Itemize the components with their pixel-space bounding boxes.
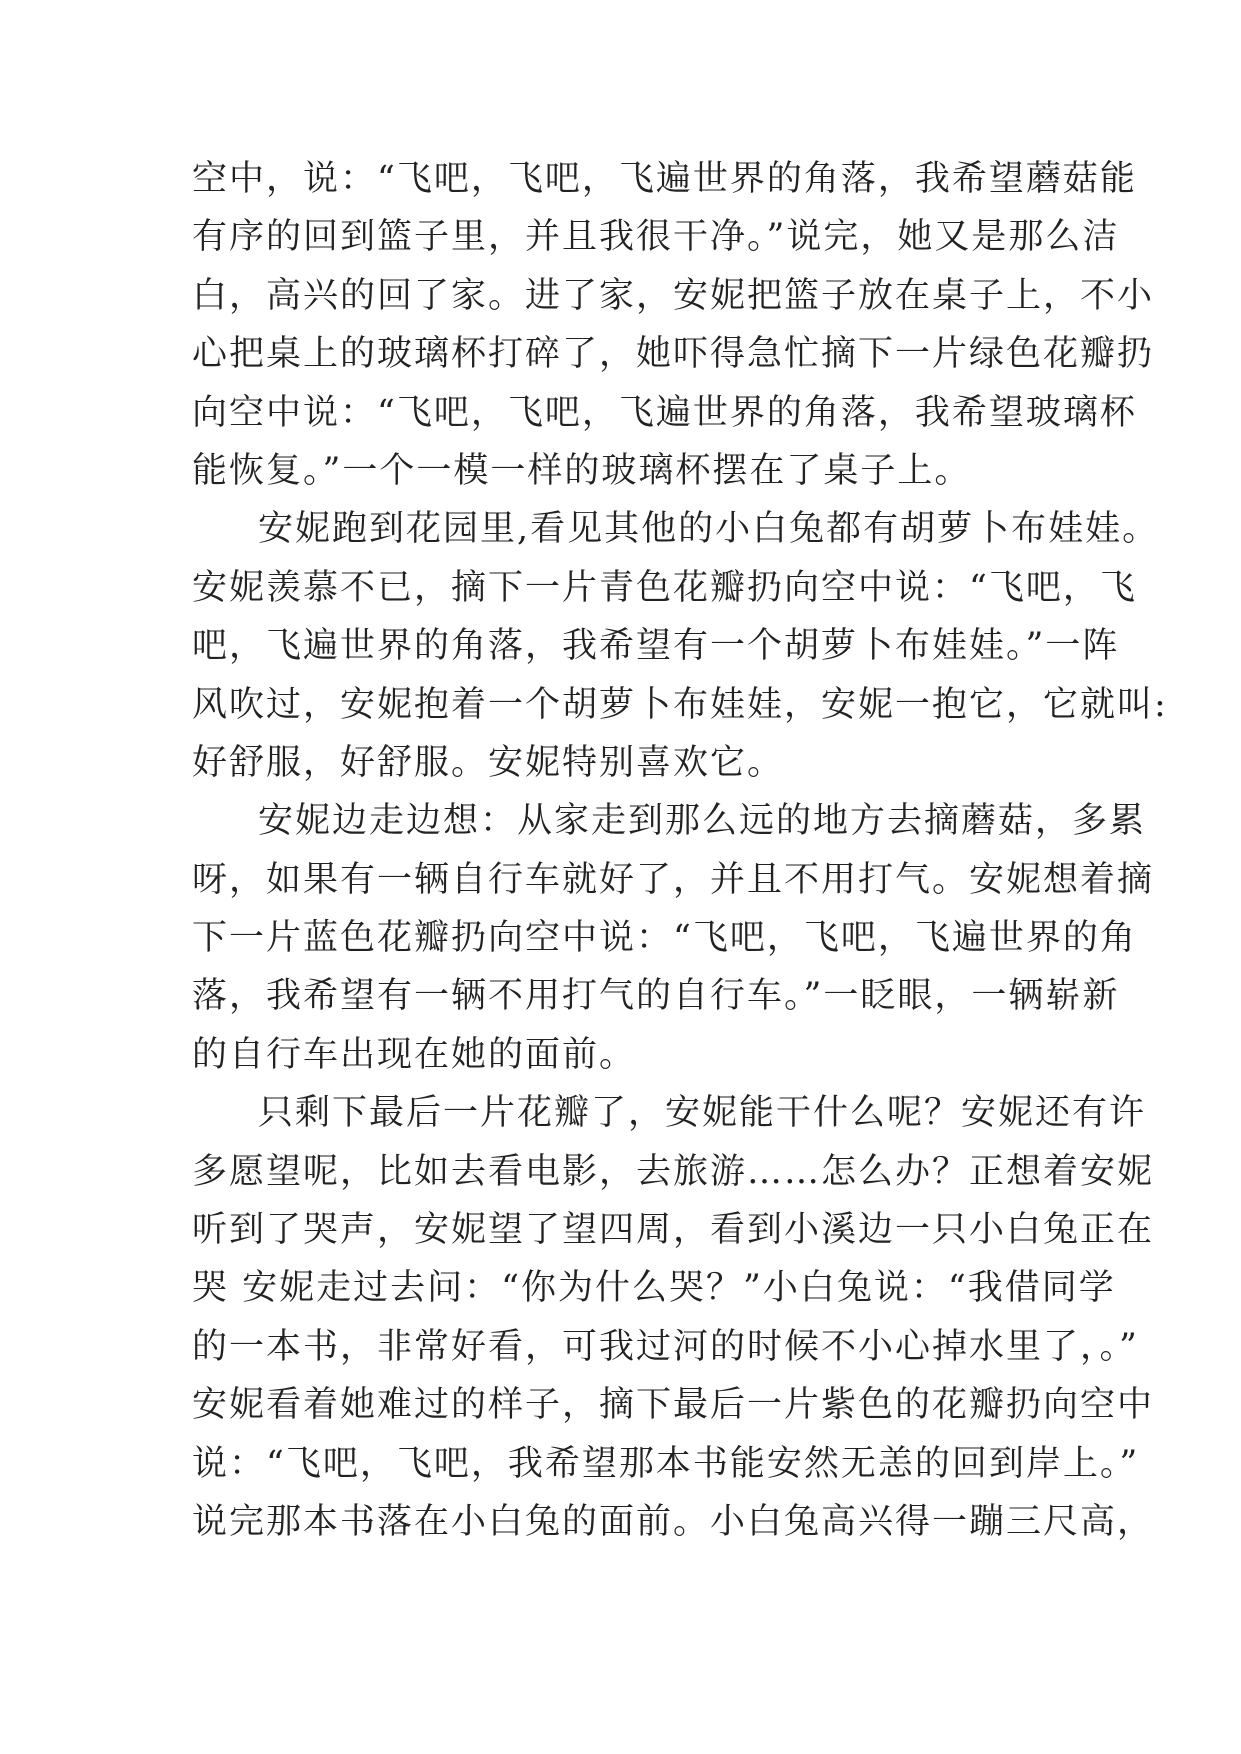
text-line: 落，我希望有一辆不用打气的自行车。”一眨眼，一辆崭新: [192, 976, 1120, 1017]
text-line: 有序的回到篮子里，并且我很干净。”说完，她又是那么洁: [192, 217, 1120, 258]
text-line: 好舒服，好舒服。安妮特别喜欢它。: [192, 742, 785, 783]
text-line: 心把桌上的玻璃杯打碎了，她吓得急忙摘下一片绿色花瓣扔: [192, 334, 1155, 375]
body-text: [192, 150, 1168, 1551]
text-line: 能恢复。”一个一模一样的玻璃杯摆在了桌子上。: [192, 450, 972, 491]
text-line: 安妮看着她难过的样子，摘下最后一片紫色的花瓣扔向空中: [192, 1385, 1155, 1426]
paragraph-first-line: 只剩下最后一片花瓣了，安妮能干什么呢？安妮还有许: [258, 1093, 1147, 1134]
paragraph-first-line: 安妮跑到花园里,看见其他的小白兔都有胡萝卜布娃娃。: [258, 509, 1160, 550]
text-line: 多愿望呢，比如去看电影，去旅游……怎么办？正想着安妮: [192, 1151, 1155, 1192]
text-line: 的自行车出现在她的面前。: [192, 1034, 637, 1075]
text-line: 的一本书，非常好看，可我过河的时候不小心掉水里了，。”: [192, 1326, 1139, 1367]
text-line: 白，高兴的回了家。进了家，安妮把篮子放在桌子上，不小: [192, 275, 1155, 316]
text-line: 安妮羡慕不已，摘下一片青色花瓣扔向空中说：“飞吧，飞: [192, 567, 1137, 608]
text-line: 风吹过，安妮抱着一个胡萝卜布娃娃，安妮一抱它，它就叫:: [192, 684, 1168, 725]
text-line: 向空中说：“飞吧，飞吧，飞遍世界的角落，我希望玻璃杯: [192, 392, 1137, 433]
text-line: 呀，如果有一辆自行车就好了，并且不用打气。安妮想着摘: [192, 859, 1155, 900]
text-line: 说：“飞吧，飞吧，我希望那本书能安然无恙的回到岸上。”: [192, 1443, 1140, 1484]
text-line: 说完那本书落在小白兔的面前。小白兔高兴得一蹦三尺高，: [192, 1501, 1155, 1542]
text-line: 听到了哭声，安妮望了望四周，看到小溪边一只小白兔正在: [192, 1210, 1155, 1251]
paragraph-first-line: 安妮边走边想：从家走到那么远的地方去摘蘑菇，多累: [258, 801, 1147, 842]
text-line: 吧，飞遍世界的角落，我希望有一个胡萝卜布娃娃。”一阵: [192, 626, 1120, 667]
text-line: 空中，说：“飞吧，飞吧，飞遍世界的角落，我希望蘑菇能: [192, 159, 1137, 199]
text-line: 下一片蓝色花瓣扔向空中说：“飞吧，飞吧，飞遍世界的角: [192, 918, 1137, 959]
text-line: 哭 安妮走过去问：“你为什么哭？”小白兔说：“我借同学: [192, 1268, 1116, 1309]
